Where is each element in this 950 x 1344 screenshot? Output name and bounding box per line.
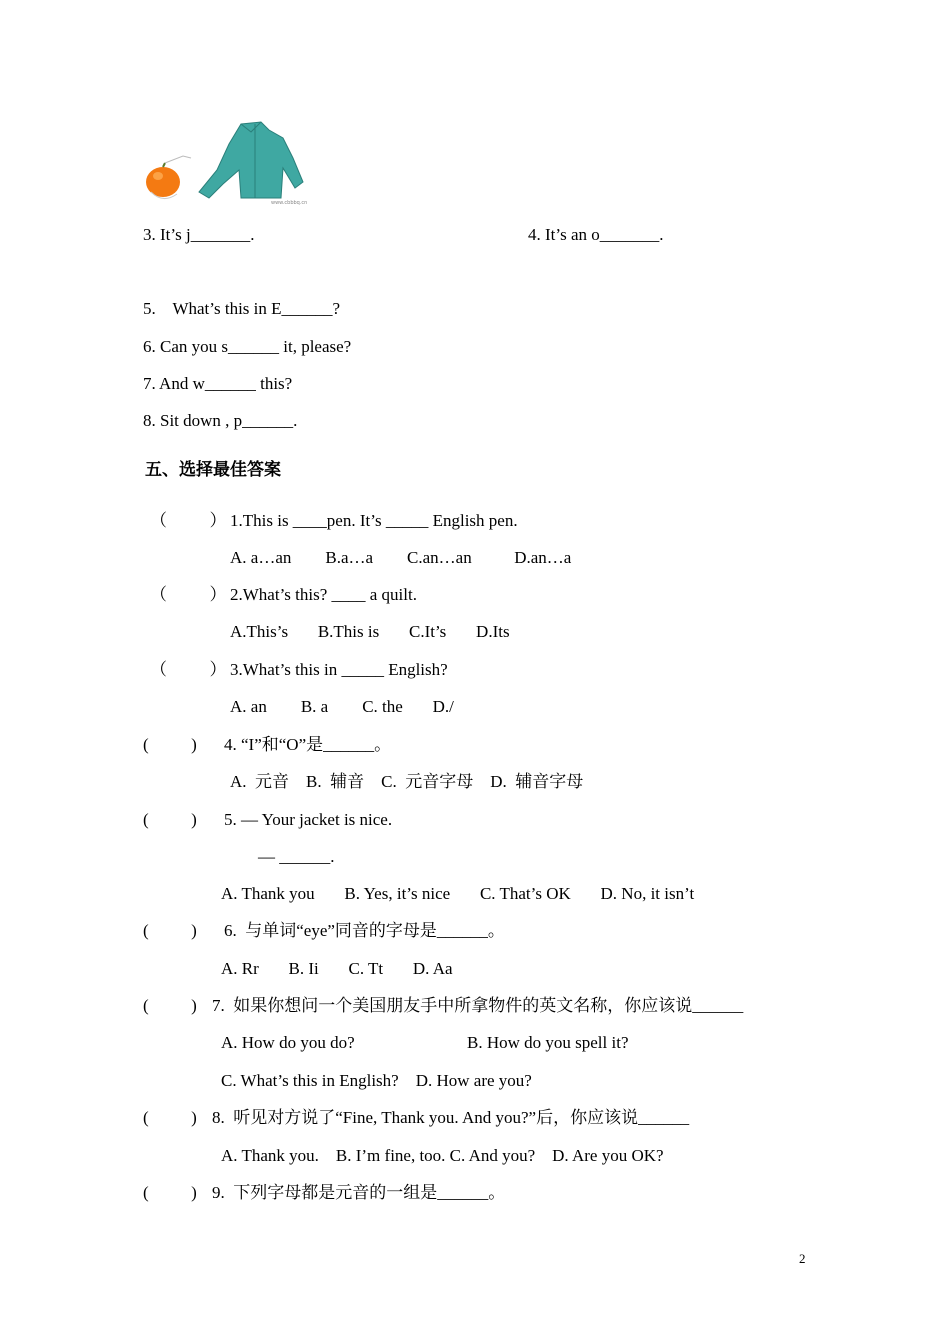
choice-q6-options: A. Rr B. Ii C. Tt D. Aa bbox=[221, 959, 453, 978]
choice-q1-paren: （ ） bbox=[150, 511, 227, 530]
picture-area bbox=[143, 118, 313, 208]
choice-q1-stem: 1.This is ____pen. It’s _____ English pen. bbox=[230, 511, 518, 530]
choice-q3-stem: 3.What’s this in _____ English? bbox=[230, 660, 448, 679]
choice-q7-stem: 7. 如果你想问一个美国朋友手中所拿物件的英文名称，你应该说______ bbox=[212, 996, 744, 1015]
fill-q6: 6. Can you s______ it, please? bbox=[143, 337, 352, 356]
orange-icon bbox=[146, 156, 191, 199]
choice-q4-stem: 4. “I”和“O”是______。 bbox=[224, 735, 392, 754]
fill-q4: 4. It’s an o_______. bbox=[528, 225, 664, 244]
choice-q7-paren: ( ) bbox=[143, 996, 197, 1015]
fill-q5: 5. What’s this in E______? bbox=[143, 299, 341, 318]
choice-q3-paren: （ ） bbox=[150, 660, 227, 679]
choice-q7-options-b: B. How do you spell it? bbox=[467, 1033, 629, 1052]
choice-q2-paren: （ ） bbox=[150, 585, 227, 604]
choice-q2-options: A.This’s B.This is C.It’s D.Its bbox=[230, 622, 510, 641]
choice-q5-sub: — ______. bbox=[258, 847, 335, 866]
page-number: 2 bbox=[799, 1251, 806, 1266]
choice-q8-paren: ( ) bbox=[143, 1108, 197, 1127]
choice-q5-options: A. Thank you B. Yes, it’s nice C. That’s OK D. No, it isn’t bbox=[221, 884, 695, 903]
choice-q2-stem: 2.What’s this? ____ a quilt. bbox=[230, 585, 417, 604]
choice-q4-options: A. 元音 B. 辅音 C. 元音字母 D. 辅音字母 bbox=[230, 772, 584, 791]
choice-q6-paren: ( ) bbox=[143, 921, 197, 940]
choice-q8-options: A. Thank you. B. I’m fine, too. C. And you? D. Are you OK? bbox=[221, 1146, 664, 1165]
jacket-icon bbox=[199, 122, 303, 198]
choice-q7-options-a: A. How do you do? bbox=[221, 1033, 355, 1052]
image-watermark: www.cbbbq.cn bbox=[271, 200, 308, 206]
choice-q8-stem: 8. 听见对方说了“Fine, Thank you. And you?”后，你应该说______ bbox=[212, 1108, 690, 1127]
choice-q9-stem: 9. 下列字母都是元音的一组是______。 bbox=[212, 1183, 506, 1202]
fill-q3: 3. It’s j_______. bbox=[143, 225, 255, 244]
choice-q9-paren: ( ) bbox=[143, 1183, 197, 1202]
choice-q5-stem: 5. — Your jacket is nice. bbox=[224, 810, 393, 829]
choice-q6-stem: 6. 与单词“eye”同音的字母是______。 bbox=[224, 921, 505, 940]
pictures-svg bbox=[143, 118, 313, 208]
choice-q7-options-cd: C. What’s this in English? D. How are you? bbox=[221, 1071, 532, 1090]
fill-q7: 7. And w______ this? bbox=[143, 374, 293, 393]
choice-q3-options: A. an B. a C. the D./ bbox=[230, 697, 454, 716]
section-title: 五、选择最佳答案 bbox=[145, 460, 281, 480]
choice-q1-options: A. a…an B.a…a C.an…an D.an…a bbox=[230, 548, 572, 567]
choice-q4-paren: ( ) bbox=[143, 735, 197, 754]
choice-q5-paren: ( ) bbox=[143, 810, 197, 829]
fill-q8: 8. Sit down , p______. bbox=[143, 411, 298, 430]
